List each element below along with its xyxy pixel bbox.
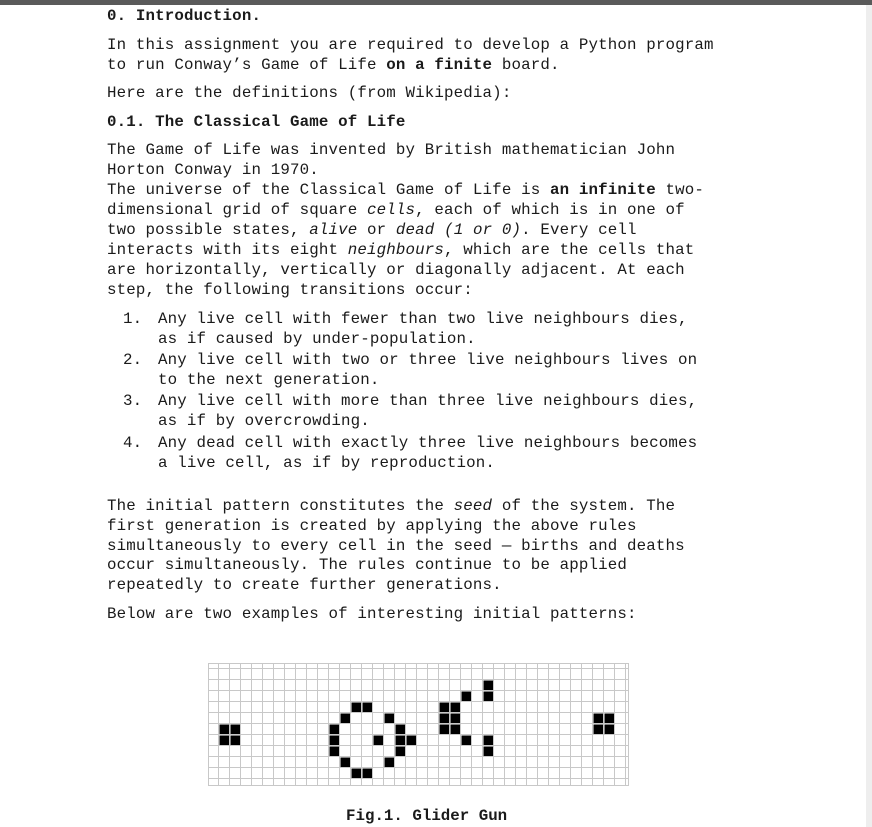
live-cell — [440, 725, 450, 735]
italic-text: cells — [367, 201, 416, 219]
bold-text: on a finite — [386, 56, 493, 74]
live-cell — [352, 769, 362, 779]
list-item-line: to the next generation. — [158, 371, 380, 389]
paragraph-line — [107, 220, 637, 240]
live-cell — [341, 714, 351, 724]
live-cell — [363, 769, 373, 779]
paragraph-line — [107, 180, 704, 200]
text-run: to run Conway’s Game of Life — [107, 56, 387, 74]
live-cell — [484, 692, 494, 702]
italic-text: seed — [453, 497, 493, 515]
live-cell — [594, 714, 604, 724]
live-cell — [363, 703, 373, 713]
live-cell — [374, 736, 384, 746]
live-cell — [330, 725, 340, 735]
text-run: , each of which is in one of — [415, 201, 685, 219]
text-run: dimensional grid of square — [107, 201, 368, 219]
italic-text: alive — [309, 221, 358, 239]
paragraph-line: occur simultaneously. The rules continue to be applied — [107, 556, 628, 574]
list-item-line: Any live cell with more than three live neighbours dies, — [158, 392, 698, 410]
paragraph-line: are horizontally, vertically or diagonally adjacent. At each — [107, 261, 685, 279]
paragraph-line: The Game of Life was invented by British mathematician John — [107, 141, 676, 159]
live-cell — [462, 692, 472, 702]
list-item-line: Any live cell with fewer than two live neighbours dies, — [158, 310, 688, 328]
paragraph-line: step, the following transitions occur: — [107, 281, 473, 299]
text-run: interacts with its eight — [107, 241, 348, 259]
live-cell — [231, 725, 241, 735]
live-cell — [385, 714, 395, 724]
live-cell — [341, 758, 351, 768]
text-run: two possible states, — [107, 221, 310, 239]
live-cell — [220, 736, 230, 746]
live-cell — [451, 725, 461, 735]
paragraph-line: Below are two examples of interesting initial patterns: — [107, 605, 637, 623]
live-cell — [605, 714, 615, 724]
subsection-heading: 0.1. The Classical Game of Life — [107, 113, 406, 131]
bold-text: an infinite — [549, 181, 656, 199]
paragraph-line — [107, 200, 685, 220]
live-cell — [605, 725, 615, 735]
list-item-line: as if caused by under-population. — [158, 330, 476, 348]
text-run: two- — [655, 181, 705, 199]
italic-text: neighbours — [347, 241, 445, 259]
live-cell — [231, 736, 241, 746]
section-heading: 0. Introduction. — [107, 7, 262, 25]
intro-line-2 — [107, 55, 560, 75]
live-cell — [462, 736, 472, 746]
live-cell — [484, 681, 494, 691]
text-run: or — [357, 221, 396, 239]
list-item-line: Any dead cell with exactly three live neighbours becomes — [158, 434, 698, 452]
live-cell — [330, 747, 340, 757]
live-cell — [352, 703, 362, 713]
live-cell — [484, 736, 494, 746]
text-run: , which are the cells that — [444, 241, 695, 259]
text-run: board. — [492, 56, 560, 74]
definitions-line: Here are the definitions (from Wikipedia): — [107, 84, 512, 102]
live-cell — [396, 736, 406, 746]
italic-text: dead (1 or 0) — [395, 221, 522, 239]
live-cell — [451, 714, 461, 724]
paragraph-line: simultaneously to every cell in the seed — births and deaths — [107, 537, 685, 555]
live-cell — [451, 703, 461, 713]
paragraph-line: first generation is created by applying the above rules — [107, 517, 637, 535]
list-item-line: a live cell, as if by reproduction. — [158, 454, 496, 472]
paragraph-line: Horton Conway in 1970. — [107, 161, 319, 179]
text-run: of the system. The — [492, 497, 676, 515]
glider-gun-figure — [208, 663, 629, 786]
list-item-line: Any live cell with two or three live neighbours lives on — [158, 351, 698, 369]
paragraph-line: repeatedly to create further generations. — [107, 576, 502, 594]
live-cell — [396, 725, 406, 735]
live-cell — [385, 758, 395, 768]
figure-caption: Fig.1. Glider Gun — [346, 807, 508, 825]
paragraph-line — [107, 240, 694, 260]
live-cell — [396, 747, 406, 757]
list-item-line: as if by overcrowding. — [158, 412, 370, 430]
text-run: The initial pattern constitutes the — [107, 497, 454, 515]
paragraph-line — [107, 496, 675, 516]
text-run: . Every cell — [521, 221, 637, 239]
intro-line-1 — [107, 35, 714, 55]
live-cell — [440, 703, 450, 713]
live-cell — [330, 736, 340, 746]
live-cell — [440, 714, 450, 724]
list-number: 2. — [123, 351, 143, 369]
live-cell — [220, 725, 230, 735]
list-number: 1. — [123, 310, 143, 328]
list-number: 4. — [123, 434, 143, 452]
text-run: In this assignment you are required to develop a Python program — [107, 36, 714, 54]
list-number: 3. — [123, 392, 143, 410]
live-cell — [594, 725, 604, 735]
live-cell — [407, 736, 417, 746]
text-run: The universe of the Classical Game of Life is — [107, 181, 550, 199]
live-cell — [484, 747, 494, 757]
